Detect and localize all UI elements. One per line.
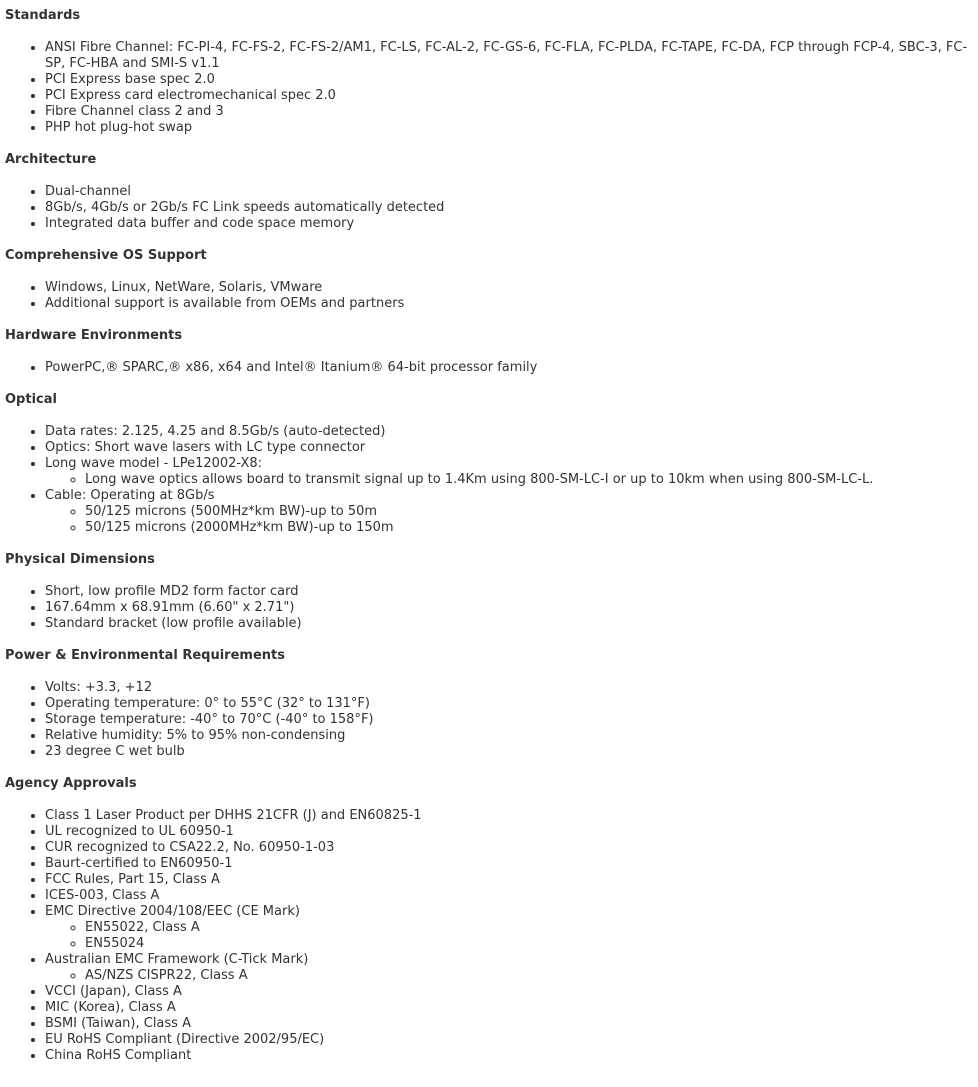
list-item-text: 167.64mm x 68.91mm (6.60" x 2.71"): [45, 600, 295, 615]
list-item: [45, 40, 972, 72]
sub-list-item: ◦ 50/125 microns (2000MHz*km BW)-up to 150m: [85, 520, 972, 536]
section-heading: Standards: [5, 8, 81, 23]
list-item-text: Operating temperature: 0° to 55°C (32° to 131°F): [45, 696, 370, 711]
list-item-text: ANSI Fibre Channel: FC-PI-4, FC-FS-2, FC-FS-2/AM1, FC-LS, FC-AL-2, FC-GS-6, FC-FLA, FC-PLDA, FC-TAPE, FC-DA, FCP through FCP-4, SBC-3, FC-SP, FC-HBA and SMI-S v1.1: [45, 40, 968, 71]
list-item-text: EMC Directive 2004/108/EEC (CE Mark): [45, 904, 300, 919]
sub-list-item: ◦ EN55024: [85, 936, 972, 952]
list-item-text: Data rates: 2.125, 4.25 and 8.5Gb/s (auto-detected): [45, 424, 386, 439]
bullet-list: [5, 184, 972, 232]
list-item-text: Australian EMC Framework (C-Tick Mark): [45, 952, 309, 967]
list-item: [45, 856, 972, 872]
list-item: [45, 728, 972, 744]
list-item-text: Additional support is available from OEMs and partners: [45, 296, 405, 311]
list-item-text: Class 1 Laser Product per DHHS 21CFR (J) and EN60825-1: [45, 808, 422, 823]
list-item: [45, 984, 972, 1000]
list-item-text: Baurt-certified to EN60950-1: [45, 856, 233, 871]
list-item: [45, 952, 972, 984]
list-item: [45, 200, 972, 216]
list-item-text: Cable: Operating at 8Gb/s: [45, 488, 215, 503]
list-item-text: MIC (Korea), Class A: [45, 1000, 176, 1015]
section-heading: Power & Environmental Requirements: [5, 648, 285, 663]
list-item: [45, 904, 972, 952]
section-comprehensive-os-support: [5, 248, 972, 312]
bullet-list: [5, 280, 972, 312]
list-item: [45, 888, 972, 904]
sub-bullet-list: [45, 504, 972, 536]
section-optical: [5, 392, 972, 536]
list-item-text: UL recognized to UL 60950-1: [45, 824, 234, 839]
list-item-text: CUR recognized to CSA22.2, No. 60950-1-03: [45, 840, 335, 855]
list-item-text: EU RoHS Compliant (Directive 2002/95/EC): [45, 1032, 325, 1047]
sub-list-item: ◦ EN55022, Class A: [85, 920, 972, 936]
sub-bullet-list: [45, 472, 972, 488]
list-item: [45, 1032, 972, 1048]
list-item: [45, 696, 972, 712]
sub-list-item: ◦ 50/125 microns (500MHz*km BW)-up to 50m: [85, 504, 972, 520]
bullet-list: [5, 584, 972, 632]
list-item: [45, 440, 972, 456]
list-item: [45, 744, 972, 760]
list-item-text: Fibre Channel class 2 and 3: [45, 104, 224, 119]
section-heading: Physical Dimensions: [5, 552, 155, 567]
list-item-text: PCI Express base spec 2.0: [45, 72, 215, 87]
section-heading: Agency Approvals: [5, 776, 137, 791]
section-architecture: [5, 152, 972, 232]
list-item: [45, 600, 972, 616]
bullet-list: [5, 360, 972, 376]
bullet-list: [5, 424, 972, 536]
sub-list-item: ◦ Long wave optics allows board to transmit signal up to 1.4Km using 800-SM-LC-I or up to 10km when using 800-SM-LC-L.: [85, 472, 972, 488]
list-item: [45, 824, 972, 840]
bullet-list: [5, 808, 972, 1064]
list-item-text: Windows, Linux, NetWare, Solaris, VMware: [45, 280, 323, 295]
list-item-text: Dual-channel: [45, 184, 131, 199]
list-item: [45, 1016, 972, 1032]
list-item: [45, 872, 972, 888]
sub-bullet-list: [45, 920, 972, 952]
list-item: [45, 1048, 972, 1064]
list-item-text: Relative humidity: 5% to 95% non-condensing: [45, 728, 346, 743]
bullet-list: [5, 680, 972, 760]
list-item-text: 8Gb/s, 4Gb/s or 2Gb/s FC Link speeds automatically detected: [45, 200, 445, 215]
list-item: [45, 456, 972, 488]
list-item: [45, 840, 972, 856]
list-item-text: Long wave model - LPe12002-X8:: [45, 456, 263, 471]
list-item-text: 23 degree C wet bulb: [45, 744, 185, 759]
list-item: [45, 216, 972, 232]
list-item-text: PowerPC,® SPARC,® x86, x64 and Intel® Itanium® 64-bit processor family: [45, 360, 538, 375]
list-item: [45, 1000, 972, 1016]
list-item: [45, 296, 972, 312]
section-heading: Comprehensive OS Support: [5, 248, 207, 263]
list-item-text: PCI Express card electromechanical spec 2.0: [45, 88, 336, 103]
list-item: [45, 280, 972, 296]
section-physical-dimensions: [5, 552, 972, 632]
list-item: [45, 424, 972, 440]
section-agency-approvals: [5, 776, 972, 1064]
list-item-text: ICES-003, Class A: [45, 888, 160, 903]
section-standards: [5, 8, 972, 136]
section-heading: Optical: [5, 392, 57, 407]
section-heading: Architecture: [5, 152, 97, 167]
list-item: [45, 680, 972, 696]
list-item: [45, 488, 972, 536]
list-item-text: FCC Rules, Part 15, Class A: [45, 872, 220, 887]
bullet-list: [5, 40, 972, 136]
list-item: [45, 72, 972, 88]
list-item-text: VCCI (Japan), Class A: [45, 984, 182, 999]
sub-bullet-list: [45, 968, 972, 984]
list-item-text: China RoHS Compliant: [45, 1048, 192, 1063]
list-item-text: Integrated data buffer and code space memory: [45, 216, 355, 231]
sub-list-item: ◦ AS/NZS CISPR22, Class A: [85, 968, 972, 984]
section-hardware-environments: [5, 328, 972, 376]
list-item-text: BSMI (Taiwan), Class A: [45, 1016, 191, 1031]
list-item: [45, 808, 972, 824]
list-item: [45, 184, 972, 200]
list-item: [45, 616, 972, 632]
list-item: [45, 712, 972, 728]
list-item: [45, 120, 972, 136]
list-item-text: Standard bracket (low profile available): [45, 616, 302, 631]
list-item: [45, 104, 972, 120]
list-item-text: PHP hot plug-hot swap: [45, 120, 193, 135]
list-item-text: Optics: Short wave lasers with LC type connector: [45, 440, 366, 455]
section-power-environmental-requirements: [5, 648, 972, 760]
list-item-text: Volts: +3.3, +12: [45, 680, 153, 695]
section-heading: Hardware Environments: [5, 328, 183, 343]
list-item-text: Short, low profile MD2 form factor card: [45, 584, 299, 599]
list-item: [45, 584, 972, 600]
list-item: [45, 88, 972, 104]
list-item-text: Storage temperature: -40° to 70°C (-40° to 158°F): [45, 712, 374, 727]
list-item: [45, 360, 972, 376]
